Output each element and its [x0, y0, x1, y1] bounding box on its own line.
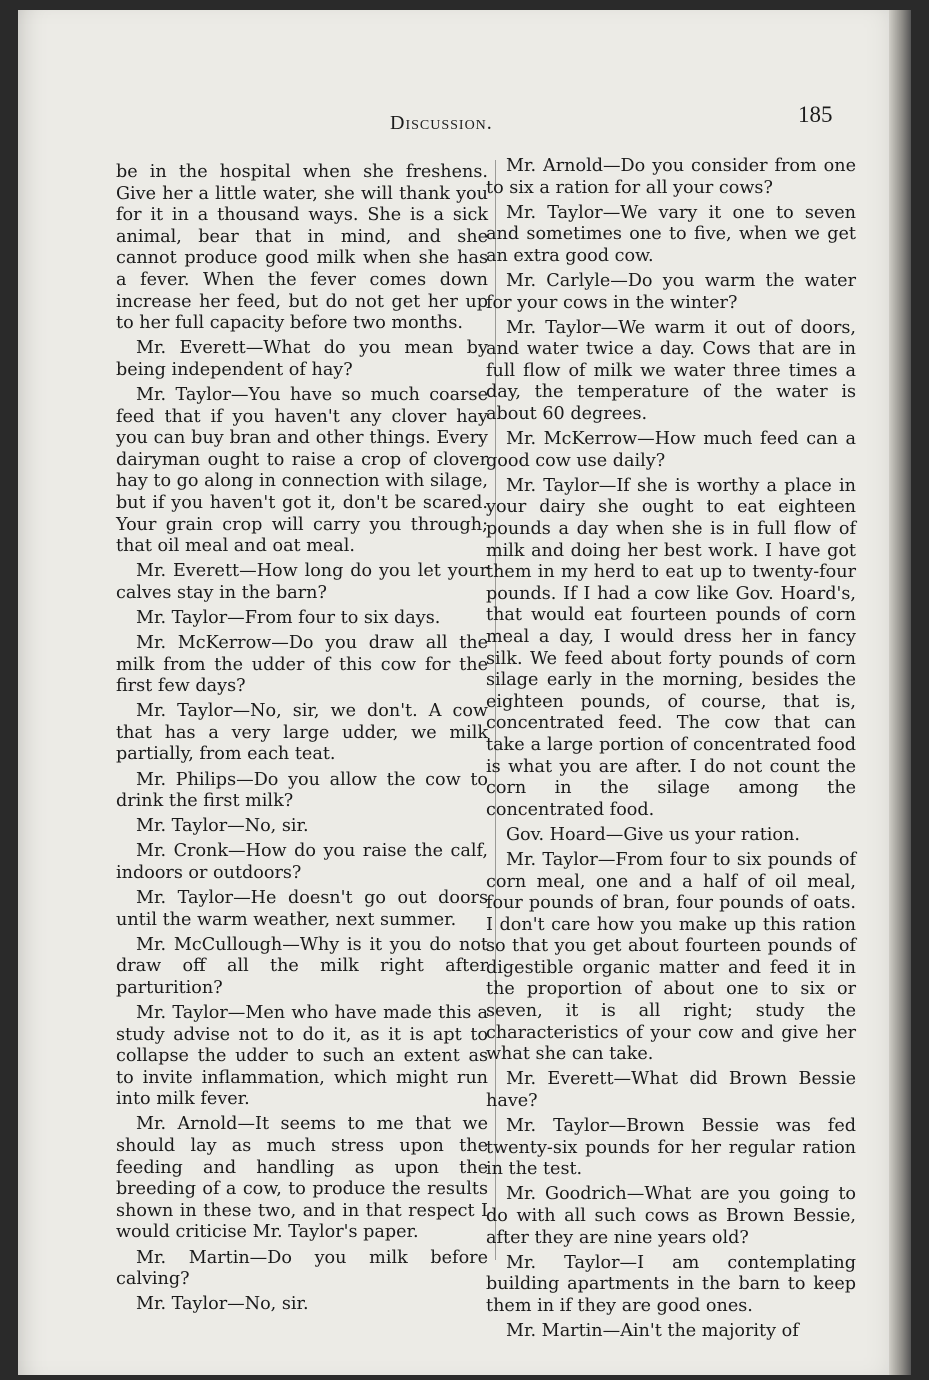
- paragraph: Mr. Martin—Ain't the majority of: [506, 1320, 799, 1341]
- paragraph: Mr. Taylor—If she is worthy a place in your dairy she ought to eat eighteen pounds a day when she is in full flow of milk and doing her best work. I have got them in my herd to eat up to twenty-four pounds. If I had a cow like Gov. Hoard's, that would eat fourteen pounds of corn meal a day, I would dress her in fancy silk. We feed about forty pounds of corn silage early in the morning, besides the eighteen pounds, of course, that is, concentrated feed. The cow that can take a large portion of concentrated food is what you are after. I do not count the corn in the silage among the concentrated food.: [486, 475, 856, 820]
- paragraph: Mr. Martin—Do you milk before calving?: [116, 1247, 488, 1290]
- paragraph: Mr. Goodrich—What are you going to do with all such cows as Brown Bessie, after they are nine years old?: [486, 1184, 856, 1248]
- right-column: [486, 156, 856, 1346]
- paragraph: Mr. Cronk—How do you raise the calf, indoors or outdoors?: [116, 841, 488, 883]
- paragraph: Mr. Taylor—From four to six days.: [136, 607, 441, 628]
- paragraph: Mr. Taylor—No, sir, we don't. A cow that has a very large udder, we milk partially, from each teat.: [116, 701, 488, 765]
- paragraph: Mr. McKerrow—How much feed can a good cow use daily?: [486, 429, 856, 471]
- paragraph: Mr. Everett—What do you mean by being independent of hay?: [116, 338, 488, 380]
- paragraph: Mr. Arnold—It seems to me that we should lay as much stress upon the feeding and handling as upon the breeding of a cow, to produce the results shown in these two, and in that respect I would criticise Mr. Taylor's paper.: [116, 1114, 488, 1243]
- paragraph: Mr. Taylor—No, sir.: [136, 1294, 309, 1315]
- paragraph: Mr. Carlyle—Do you warm the water for your cows in the winter?: [486, 270, 856, 313]
- left-column: [116, 162, 488, 1319]
- page-header: [18, 100, 911, 140]
- paragraph: Gov. Hoard—Give us your ration.: [506, 824, 800, 845]
- page-number: 185: [798, 102, 833, 127]
- paragraph: Mr. McKerrow—Do you draw all the milk from the udder of this cow for the first few days?: [116, 632, 488, 697]
- paragraph: Mr. Taylor—From four to six pounds of corn meal, one and a half of oil meal, four pounds of bran, four pounds of oats. I don't care how you make up this ration so that you get about fourteen pounds of digestible organic matter and feed it in the proportion of about one to six or seven, it is all right; study the characteristics of your cow and give her what she can take.: [486, 849, 856, 1065]
- page-spine-shadow: [889, 10, 911, 1375]
- paragraph: Mr. Taylor—We vary it one to seven and sometimes one to five, when we get an extra good cow.: [486, 202, 856, 266]
- paragraph: Mr. Everett—What did Brown Bessie have?: [486, 1069, 856, 1111]
- paragraph: be in the hospital when she freshens. Give her a little water, she will thank you for it in a thousand ways. She is a sick animal, bear that in mind, and she cannot produce good milk when she has a fever. When the fever comes down increase her feed, but do not get her up to her full capacity before two months.: [116, 162, 488, 334]
- paragraph: Mr. Taylor—You have so much coarse feed that if you haven't any clover hay you can buy bran and other things. Every dairyman ought to raise a crop of clover hay to go along in connection with silage, but if you haven't got it, don't be scared. Your grain crop will carry you through; that oil meal and oat meal.: [116, 384, 488, 557]
- paragraph: Mr. Philips—Do you allow the cow to drink the first milk?: [116, 769, 488, 812]
- running-head: Discussion.: [390, 112, 493, 134]
- paragraph: Mr. Taylor—No, sir.: [136, 816, 309, 837]
- paragraph: Mr. Everett—How long do you let your calves stay in the barn?: [116, 561, 488, 603]
- paragraph: Mr. McCullough—Why is it you do not draw off all the milk right after parturition?: [116, 934, 488, 998]
- paragraph: Mr. Taylor—Men who have made this a study advise not to do it, as it is apt to collapse the udder to such an extent as to invite inflammation, which might run into milk fever.: [116, 1002, 488, 1110]
- paragraph: Mr. Taylor—We warm it out of doors, and water twice a day. Cows that are in full flow of milk we water three times a day, the temperature of the water is about 60 degrees.: [486, 317, 856, 425]
- book-page: [18, 10, 911, 1375]
- paragraph: Mr. Arnold—Do you consider from one to six a ration for all your cows?: [486, 156, 856, 198]
- paragraph: Mr. Taylor—I am contemplating building apartments in the barn to keep them in if they are good ones.: [486, 1252, 856, 1316]
- paragraph: Mr. Taylor—He doesn't go out doors until the warm weather, next summer.: [116, 888, 488, 930]
- paragraph: Mr. Taylor—Brown Bessie was fed twenty-six pounds for her regular ration in the test.: [486, 1116, 856, 1180]
